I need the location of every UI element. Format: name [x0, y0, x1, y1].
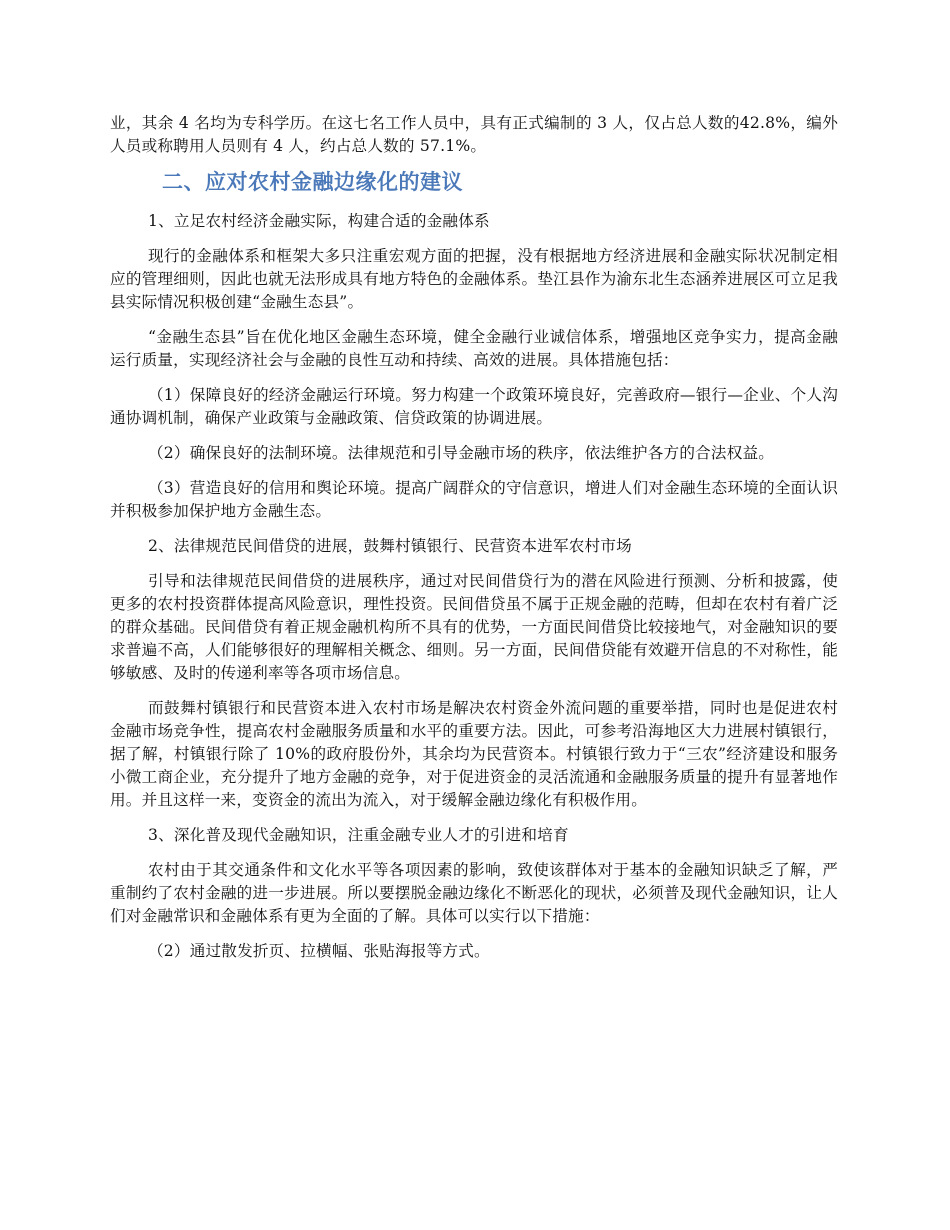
subsection-2-paragraph-1: 引导和法律规范民间借贷的进展秩序，通过对民间借贷行为的潜在风险进行预测、分析和披露，使更多的农村投资群体提高风险意识，理性投资。民间借贷虽不属于正规金融的范畴，但却在农村有着广泛的群众基础。民间借贷有着正规金融机构所不具有的优势，一方面民间借贷比较接地气，对金融知识的要求普遍不高，人们能够很好的理解相关概念、细则。另一方面，民间借贷能有效避开信息的不对称性，能够敏感、及时的传递利率等各项市场信息。 — [110, 572, 838, 682]
document-body — [110, 112, 838, 975]
subsection-1-title: 1、立足农村经济金融实际，构建合适的金融体系 — [148, 212, 490, 230]
subsection-1-item-3: （3）营造良好的信用和舆论环境。提高广阔群众的守信意识，增进人们对金融生态环境的全面认识并积极参加保护地方金融生态。 — [110, 479, 838, 520]
subsection-3-paragraph-1: 农村由于其交通条件和文化水平等各项因素的影响，致使该群体对于基本的金融知识缺乏了解，严重制约了农村金融的进一步进展。所以要摆脱金融边缘化不断恶化的现状，必须普及现代金融知识，让人们对金融常识和金融体系有更为全面的了解。具体可以实行以下措施： — [110, 861, 838, 925]
subsection-2-title: 2、法律规范民间借贷的进展，鼓舞村镇银行、民营资本进军农村市场 — [148, 537, 632, 555]
subsection-1-item-2: （2）确保良好的法制环境。法律规范和引导金融市场的秩序，依法维护各方的合法权益。 — [148, 444, 775, 462]
subsection-1-paragraph-1: 现行的金融体系和框架大多只注重宏观方面的把握，没有根据地方经济进展和金融实际状况制定相应的管理细则，因此也就无法形成具有地方特色的金融体系。垫江县作为渝东北生态涵养进展区可立足我县实际情况积极创建“金融生态县”。 — [110, 247, 838, 311]
intro-paragraph: 业，其余 4 名均为专科学历。在这七名工作人员中，具有正式编制的 3 人，仅占总人数的42.8%，编外人员或称聘用人员则有 4 人，约占总人数的 57.1%。 — [110, 114, 838, 155]
subsection-2-paragraph-2: 而鼓舞村镇银行和民营资本进入农村市场是解决农村资金外流问题的重要举措，同时也是促进农村金融市场竞争性，提高农村金融服务质量和水平的重要方法。因此，可参考沿海地区大力进展村镇银行，据了解，村镇银行除了 10%的政府股份外，其余均为民营资本。村镇银行致力于“三农”经济建设和服务小微工商企业，充分提升了地方金融的竞争，对于促进资金的灵活流通和金融服务质量的提升有显著地作用。并且这样一来，变资金的流出为流入，对于缓解金融边缘化有积极作用。 — [110, 699, 838, 809]
subsection-1-paragraph-2: “金融生态县”旨在优化地区金融生态环境，健全金融行业诚信体系，增强地区竞争实力，提高金融运行质量，实现经济社会与金融的良性互动和持续、高效的进展。具体措施包括： — [110, 328, 838, 369]
subsection-3-item-2: （2）通过散发折页、拉横幅、张贴海报等方式。 — [148, 942, 490, 960]
subsection-1-item-1: （1）保障良好的经济金融运行环境。努力构建一个政策环境良好，完善政府—银行—企业、个人沟通协调机制，确保产业政策与金融政策、信贷政策的协调进展。 — [110, 386, 838, 427]
section-heading: 二、应对农村金融边缘化的建议 — [162, 170, 463, 194]
subsection-3-title: 3、深化普及现代金融知识，注重金融专业人才的引进和培育 — [148, 826, 569, 844]
